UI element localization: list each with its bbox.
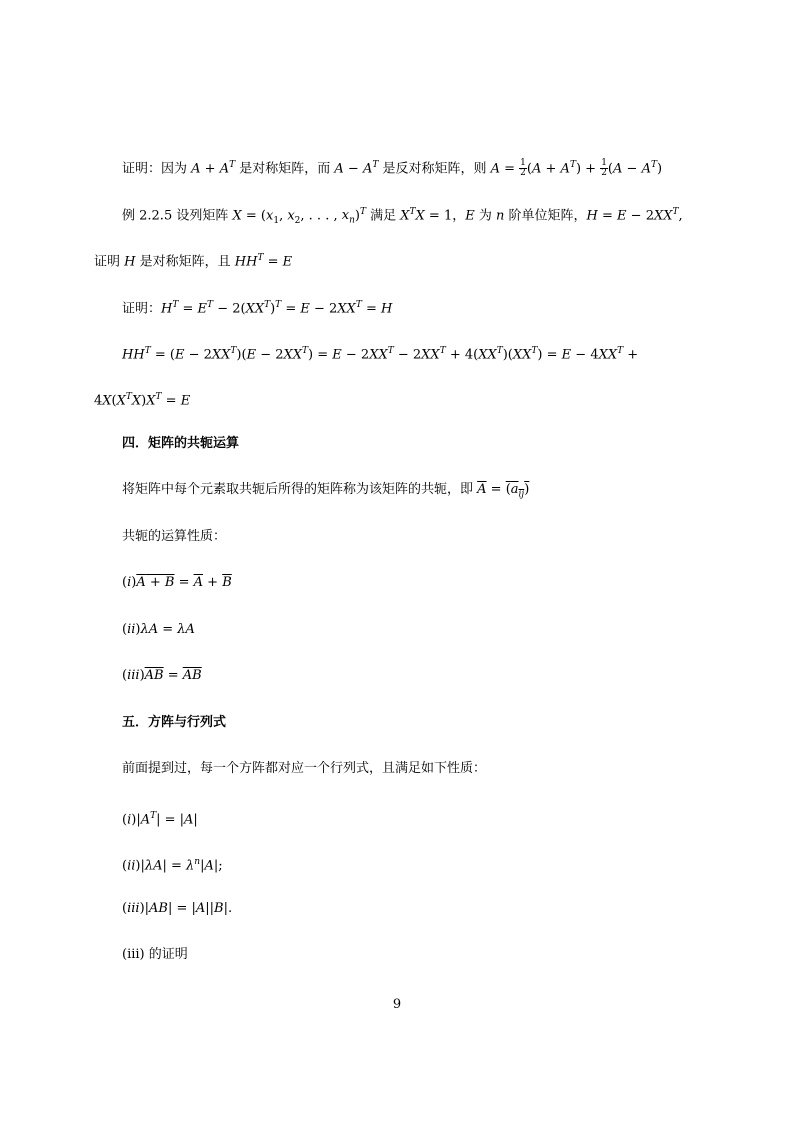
proof-symmetric-decomposition: 证明：因为 $A + A^T$ 是对称矩阵，而 $A - A^T$ 是反对称矩阵，则 A = $\frac{1}{2}$ $(A + A^T)$ + $\frac{1}{2}$ $(A - A^T)$ [122, 158, 663, 179]
example-2-2-5: 例 2.2.5 设列矩阵 $X = (x_1$, $x_2$, . . . , $x_n)^T$ 满足 $X^TX = 1$，E 为 n 阶单位矩阵，$H = E - 2XX^T$, [122, 207, 683, 226]
proof-line-1: 证明：$H^T = E^T - 2(XX^T)^T = E - 2XX^T = H$ [122, 300, 393, 317]
conjugate-definition: 将矩阵中每个元素取共轭后所得的矩阵称为该矩阵的共轭，即 $\overline{A} = (a_{ij})$ [122, 482, 530, 500]
example-claim: 证明 H 是对称矩阵，且 $HH^T = E$ [94, 253, 293, 270]
conjugate-property-iii: $(iii)\overline{AB} = \overline{AB}$ [122, 668, 202, 683]
determinant-property-iii: (iii)|AB| = |A||B|. [122, 901, 233, 916]
section-heading-conjugate: 四．矩阵的共轭运算 [122, 436, 240, 451]
determinant-intro: 前面提到过，每一个方阵都对应一个行列式，且满足如下性质： [122, 761, 487, 776]
proof-line-3: $4X(X^TX)X^T = E$ [94, 392, 191, 409]
proof-line-2: $HH^T = (E - 2XX^T)(E - 2XX^T) = E - 2XX^T - 2XX^T + 4(XX^T)(XX^T) = E - 4XX^T$ + [122, 346, 639, 363]
conjugate-property-i: $(i)A + B = \overline{A} + \overline{B}$ [122, 575, 232, 590]
conjugate-property-ii: (ii)λA = λA [122, 622, 195, 637]
conjugate-properties-intro: 共轭的运算性质： [122, 529, 227, 544]
proof-of-iii: (iii) 的证明 [122, 947, 188, 962]
determinant-property-i: $(i)|A^T| = |A|$ [122, 811, 198, 828]
section-heading-determinant: 五．方阵与行列式 [122, 715, 227, 730]
page-number: 9 [392, 997, 402, 1012]
determinant-property-ii: $(ii)|\lambda A| = \lambda^n|A|$; [122, 857, 223, 874]
